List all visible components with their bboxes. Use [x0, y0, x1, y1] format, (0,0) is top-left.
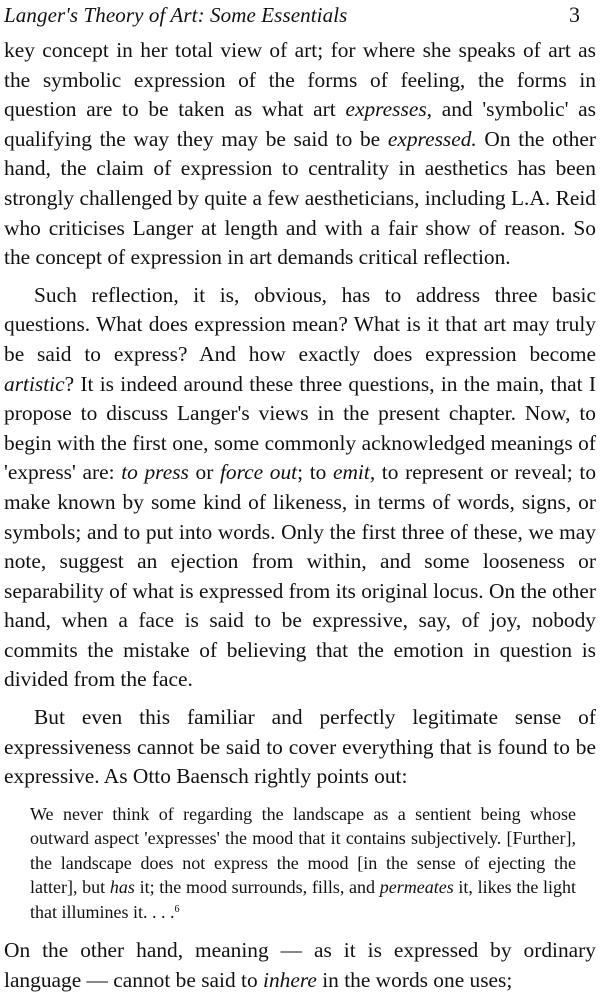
text-run: or — [188, 460, 220, 485]
paragraph-3 — [4, 703, 596, 792]
running-head: Langer's Theory of Art: Some Essentials — [4, 3, 348, 27]
text-run: ? It is indeed around these three questions, in the main, that I propose to discuss Langer's views in the present chapter. Now, to begin with the first one, some commonly acknowledged meanings of 'express' are: — [4, 371, 596, 485]
text-run: , to represent or reveal; to make known by some kind of likeness, in terms of words, signs, or symbols; and to put into words. Only the first three of these, we may note, suggest an ejection from within, and some looseness or separability of what is expressed from its original locus. On the other hand, when a face is said to be expressive, say, of joy, nobody commits the mistake of believing that the emotion in question is divided from the face. — [4, 460, 597, 692]
paragraph-1 — [4, 36, 596, 273]
text-run: We never think of regarding the landscape as a sentient being whose outward aspect 'expresses' the mood that it contains subjectively. [Further], the landscape does not express the mood [in the sense of ejecting the latter], but — [30, 803, 576, 898]
book-page — [4, 0, 596, 996]
text-run: , and 'symbolic' as qualifying the way they may be said to be — [4, 97, 596, 151]
emphasis-text: emit — [332, 460, 370, 485]
text-run: in the words one uses; — [316, 967, 513, 992]
emphasis-text: expresses — [345, 97, 427, 122]
text-run: But even this familiar and perfectly legitimate sense of expressiveness cannot be said to cover everything that is found to be expressive. As Otto Baensch rightly points out: — [4, 705, 596, 789]
text-run: it; the mood surrounds, fills, and — [134, 877, 380, 898]
emphasis-text: inhere — [263, 967, 317, 992]
footnote-ref: 6 — [174, 903, 180, 915]
text-run: key concept in her total view of art; for where she speaks of art as the symbolic expression of the forms of feeling, the forms in question are to be taken as what art — [4, 38, 596, 122]
body-text — [4, 36, 596, 996]
text-run: On the other hand, meaning — as it is expressed by ordinary language — cannot be said to — [4, 938, 596, 992]
text-run: it, likes the light that illumines it. . . . — [30, 877, 577, 922]
emphasis-text: has — [109, 877, 135, 898]
emphasis-text: to press — [121, 460, 189, 485]
paragraph-2 — [4, 281, 596, 695]
block-quote-text — [30, 804, 576, 922]
page-header — [4, 0, 596, 36]
paragraph-4 — [4, 936, 596, 995]
text-run: ; to — [297, 460, 333, 485]
emphasis-text: permeates — [379, 877, 454, 898]
page-number: 3 — [569, 2, 580, 27]
emphasis-text: force out — [219, 460, 298, 485]
emphasis-text: expressed. — [387, 126, 477, 151]
emphasis-text: artistic — [4, 371, 65, 396]
text-run: Such reflection, it is, obvious, has to address three basic questions. What does expression mean? What is it that art may truly be said to express? And how exactly does expression become — [4, 282, 596, 366]
block-quote — [30, 802, 576, 925]
text-run: On the other hand, the claim of expression to centrality in aesthetics has been strongly challenged by quite a few aestheticians, including L.A. Reid who criticises Langer at length and with a fair show of reason. So the concept of expression in art demands critical reflection. — [4, 126, 596, 270]
